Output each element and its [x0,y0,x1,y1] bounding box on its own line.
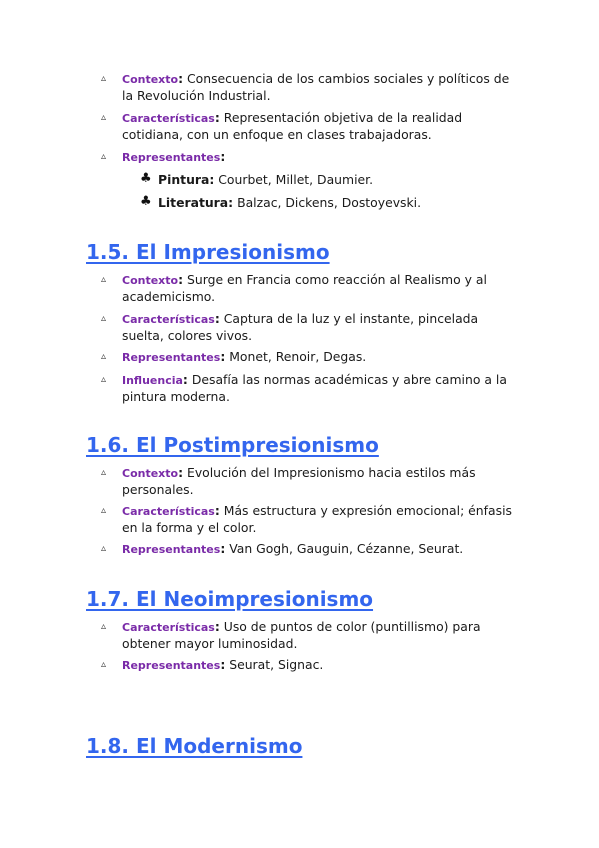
item-label: Características [122,505,215,518]
item-text: Más estructura y expresión emocional; énfasis en la forma y el color. [122,503,512,535]
triangle-bullet-icon: ▵ [101,313,107,324]
list-item: ▵ Características: Más estructura y expresión emocional; énfasis en la forma y el color. [101,503,512,535]
item-text: Desafía las normas académicas y abre camino a la pintura moderna. [122,372,507,404]
list-item: ▵ Características: Representación objetiva de la realidad cotidiana, con un enfoque en clases trabajadoras. [101,110,463,142]
item-label: Representantes [122,543,221,556]
item-label: Representantes [122,151,221,164]
item-label: Representantes [122,351,221,364]
triangle-bullet-icon: ▵ [101,505,107,516]
item-label: Contexto [122,467,179,480]
item-label: Características [122,313,215,326]
list-item: ▵ Características: Uso de puntos de color (puntillismo) para obtener mayor luminosidad. [101,619,481,651]
triangle-bullet-icon: ▵ [101,73,107,84]
triangle-bullet-icon: ▵ [101,543,107,554]
list-item: ▵ Contexto: Consecuencia de los cambios sociales y políticos de la Revolución Industrial. [101,71,510,103]
section-heading[interactable]: 1.7. El Neoimpresionismo [86,587,374,611]
triangle-bullet-icon: ▵ [101,374,107,385]
sub-item-text: Balzac, Dickens, Dostoyevski. [233,195,422,210]
section-heading[interactable]: 1.5. El Impresionismo [86,240,330,264]
triangle-bullet-icon: ▵ [101,621,107,632]
item-text: Seurat, Signac. [225,657,324,672]
club-bullet-icon: ♣ [140,171,152,186]
triangle-bullet-icon: ▵ [101,467,107,478]
triangle-bullet-icon: ▵ [101,151,107,162]
item-text: Van Gogh, Gauguin, Cézanne, Seurat. [225,541,464,556]
list-item: ▵ Representantes: Monet, Renoir, Degas. [101,349,367,364]
sub-item-label: Literatura: [158,195,234,210]
list-item: ▵ Contexto: Evolución del Impresionismo hacia estilos más personales. [101,465,476,497]
item-text: Monet, Renoir, Degas. [225,349,367,364]
item-text: Uso de puntos de color (puntillismo) para obtener mayor luminosidad. [122,619,481,651]
section-heading[interactable]: 1.8. El Modernismo [86,734,303,758]
item-label: Influencia [122,374,183,387]
section-heading[interactable]: 1.6. El Postimpresionismo [86,433,379,457]
triangle-bullet-icon: ▵ [101,274,107,285]
item-text: Evolución del Impresionismo hacia estilos más personales. [122,465,476,497]
list-item: ▵ Influencia: Desafía las normas académicas y abre camino a la pintura moderna. [101,372,507,404]
sub-item-label: Pintura: [158,172,215,187]
item-text: Consecuencia de los cambios sociales y políticos de la Revolución Industrial. [122,71,510,103]
list-item: ▵ Contexto: Surge en Francia como reacción al Realismo y al academicismo. [101,272,487,304]
sub-list-item [140,194,518,211]
item-text: Captura de la luz y el instante, pincelada suelta, colores vivos. [122,311,479,343]
item-label: Contexto [122,274,179,287]
item-label: Representantes [122,659,221,672]
sub-item-text: Courbet, Millet, Daumier. [214,172,374,187]
list-item: ▵ Representantes: Seurat, Signac. [101,657,324,672]
triangle-bullet-icon: ▵ [101,351,107,362]
list-item: ▵ Representantes: [101,149,226,164]
list-item: ▵ Características: Captura de la luz y el instante, pincelada suelta, colores vivos. [101,311,479,343]
sub-list-item [140,171,518,188]
triangle-bullet-icon: ▵ [101,112,107,123]
item-label: Características [122,112,215,125]
triangle-bullet-icon: ▵ [101,659,107,670]
list-item: ▵ Representantes: Van Gogh, Gauguin, Cézanne, Seurat. [101,541,464,556]
item-text: Surge en Francia como reacción al Realismo y al academicismo. [122,272,487,304]
item-text: Representación objetiva de la realidad cotidiana, con un enfoque en clases trabajadoras. [122,110,463,142]
club-bullet-icon: ♣ [140,194,152,209]
item-label: Contexto [122,73,179,86]
item-label: Características [122,621,215,634]
